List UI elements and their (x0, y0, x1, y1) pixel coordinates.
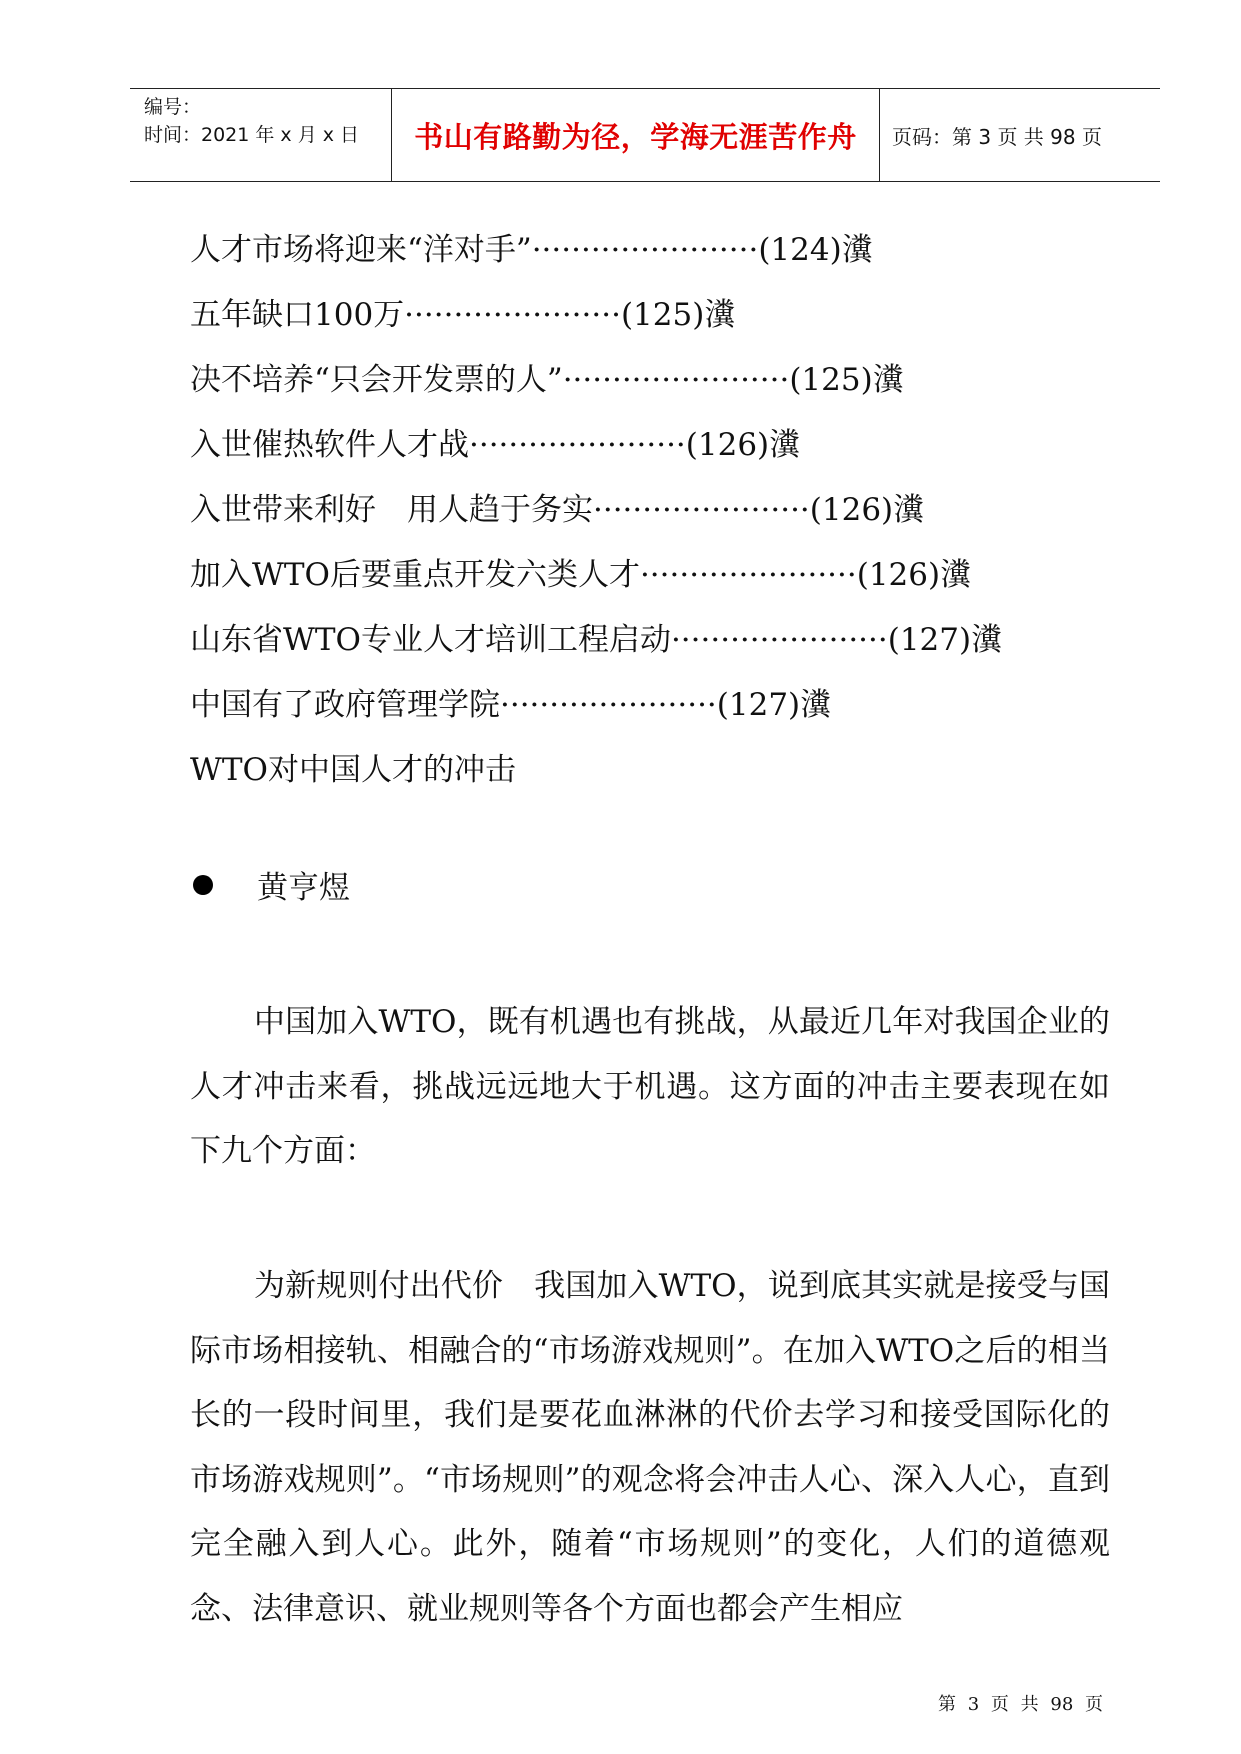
page-footer: 第 3 页 共 98 页 (938, 1694, 1103, 1715)
serial-label: 编号： (144, 96, 202, 118)
toc-item: 人才市场将迎来“洋对手”·······················(124)瀵 (190, 232, 873, 268)
toc-item: 加入WTO后要重点开发六类人才······················(126)瀵 (190, 557, 972, 593)
header-motto: 书山有路勤为径，学海无涯苦作舟 (392, 89, 880, 181)
header-page-info: 页码：第 3 页 共 98 页 (892, 124, 1102, 149)
author-line (193, 862, 350, 907)
author-name: 黄亨煜 (257, 870, 350, 906)
toc-item: 决不培养“只会开发票的人”·······················(125)瀵 (190, 362, 904, 398)
body-paragraph: 中国加入WTO，既有机遇也有挑战，从最近几年对我国企业的人才冲击来看，挑战远远地大于机遇。这方面的冲击主要表现在如下九个方面： (190, 1004, 1110, 1169)
bullet-icon (193, 875, 213, 895)
toc-item: 五年缺口100万······················(125)瀵 (190, 297, 736, 333)
page-header (130, 88, 1160, 182)
toc-item: 山东省WTO专业人才培训工程启动······················(127)瀵 (190, 622, 1003, 658)
toc-item: 入世带来利好 用人趋于务实······················(126)瀵 (190, 492, 925, 528)
time-label: 时间：2021 年 x 月 x 日 (144, 124, 360, 146)
table-of-contents (190, 218, 1002, 803)
toc-item: 中国有了政府管理学院······················(127)瀵 (190, 687, 832, 723)
toc-item: WTO对中国人才的冲击 (190, 752, 516, 788)
toc-item: 入世催热软件人才战······················(126)瀵 (190, 427, 801, 463)
body-paragraph: 为新规则付出代价 我国加入WTO，说到底其实就是接受与国际市场相接轨、相融合的“市场游戏规则”。在加入WTO之后的相当长的一段时间里，我们是要花血淋淋的代价去学习和接受国际化的市场游戏规则”。“市场规则”的观念将会冲击人心、深入人心，直到完全融入到人心。此外，随着“市场规则”的变化，人们的道德观念、法律意识、就业规则等各个方面也都会产生相应 (190, 1268, 1110, 1627)
header-meta (130, 89, 392, 181)
